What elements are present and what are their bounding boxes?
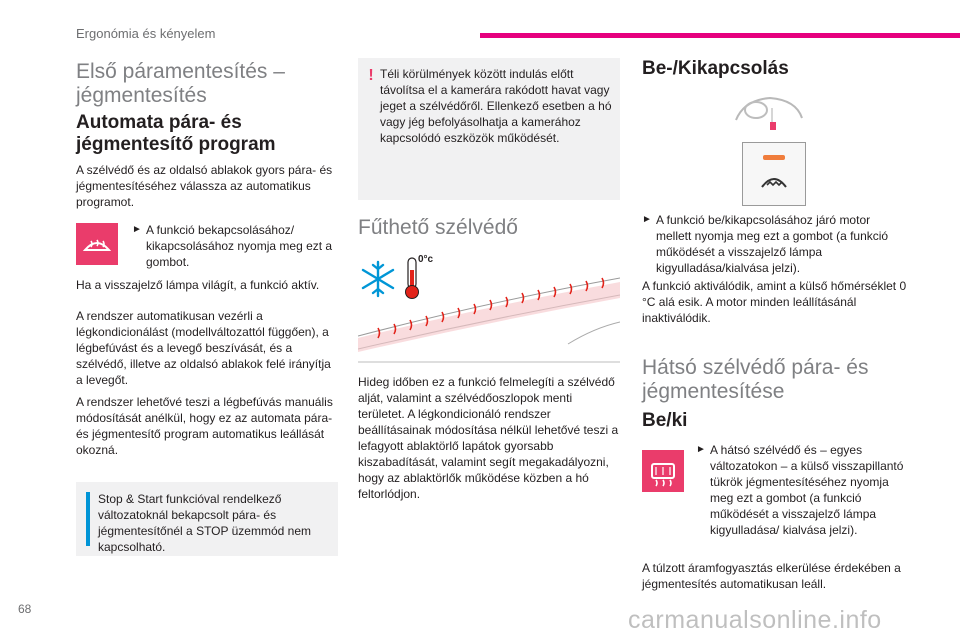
intro-paragraph: A szélvédő és az oldalsó ablakok gyors pára- és jégmentesítéséhez válassza az automatikus programot. [76,163,333,209]
info-bar-icon [86,492,90,546]
info-box-stop-start [76,482,338,556]
section-title-heated-windscreen: Fűthető szélvédő [358,216,518,239]
watermark: carmanualsonline.info [628,606,882,634]
page-number: 68 [18,602,32,616]
rear-defrost-button-tile [642,450,684,492]
paragraph-indicator: Ha a visszajelző lámpa világít, a funkció aktív. [76,278,320,292]
section-header: Ergonómia és kényelem [76,26,216,41]
windscreen-heating-icon [743,143,805,205]
heated-windscreen-button [742,142,806,206]
bullet-text: A funkció bekapcsolásához/ kikapcsolásához nyomja meg ezt a gombot. [146,223,333,269]
dashboard-steering-illustration [734,96,804,134]
bullet-arrow-icon: ► [642,214,652,225]
front-defrost-button-tile [76,223,118,265]
paragraph-system-control: A rendszer automatikusan vezérli a légkondicionálást (modellváltozattól függően), a légbefúvást és a levegő beszívását, és a szélvédő, illetve az oldalsó ablakok felé irányítja a levegőt. [76,309,331,387]
info-text: Stop & Start funkcióval rendelkező változatoknál bekapcsolt pára- és jégmentesítőnél a STOP üzemmód nem kapcsolható. [98,492,311,554]
thermometer-icon [406,258,419,299]
bullet-front-defrost [132,222,338,270]
subtitle-be-ki: Be/ki [642,410,688,431]
bullet-arrow-icon: ► [696,444,706,455]
bullet-arrow-icon: ► [132,224,142,235]
heated-windscreen-illustration [358,252,620,364]
section-title-rear-demist: Hátsó szélvédő pára- és jégmentesítése [642,356,869,403]
warning-text: Téli körülmények között indulás előtt távolítsa el a kamerára rakódott havat vagy jeget a szélvédőről. Ellenkező esetben a hó vagy jég befolyásolhatja a kamerához kapcsolódó eszközök működését. [380,67,612,145]
heated-windscreen-body: Hideg időben ez a funkció felmelegíti a szélvédő alját, valamint a szélvédőoszlopok menti területet. A légkondicionáló rendszer beállításainak módosítása nélkül lehetővé teszi a lefagyott ablaktörlő lapátok gyorsabb kiszabadítását, valamint segít megakadályozni, hogy az ablaktörlők működése közben a hó feltorlódjon. [358,375,619,501]
windscreen-defrost-icon [76,223,118,265]
header-accent-bar [480,33,960,38]
warning-icon: ! [368,67,374,84]
subtitle-auto-program: Automata pára- és jégmentesítő program [76,112,276,155]
paragraph-activation: A funkció aktiválódik, amint a külső hőmérséklet 0 °C alá esik. A motor minden leállításánál inaktiválódik. [642,279,907,325]
warning-box-camera [358,58,620,200]
bullet-heated-windscreen [642,212,908,276]
windscreen-heating-icon [358,252,620,364]
temp-label: 0°c [418,254,434,265]
bullet-text: A funkció be/kikapcsolásához járó motor mellett nyomja meg ezt a gombot (a funkció működését a visszajelző lámpa kigyulladása/kialvása jelzi). [656,213,889,275]
steering-wheel-icon [734,96,804,134]
rear-window-defrost-icon [642,450,684,492]
bullet-text: A hátsó szélvédő és – egyes változatokon – a külső visszapillantó tükrök jégmentesítéséhez nyomja meg ezt a gombot (a funkció működését a visszajelző lámpa kigyulladása/ kialvása jelzi). [710,443,904,537]
subtitle-on-off: Be-/Kikapcsolás [642,58,789,79]
bullet-rear-defrost [696,442,908,538]
paragraph-manual-adjust: A rendszer lehetővé teszi a légbefúvás manuális módosítását anélkül, hogy ez az automata pára- és jégmentesítő program automatikus leállását okozná. [76,395,333,457]
snowflake-icon [363,262,393,296]
paragraph-auto-stop: A túlzott áramfogyasztás elkerülése érdekében a jégmentesítés automatikusan leáll. [642,561,901,591]
section-title-front-demist: Első páramentesítés – jégmentesítés [76,60,285,107]
